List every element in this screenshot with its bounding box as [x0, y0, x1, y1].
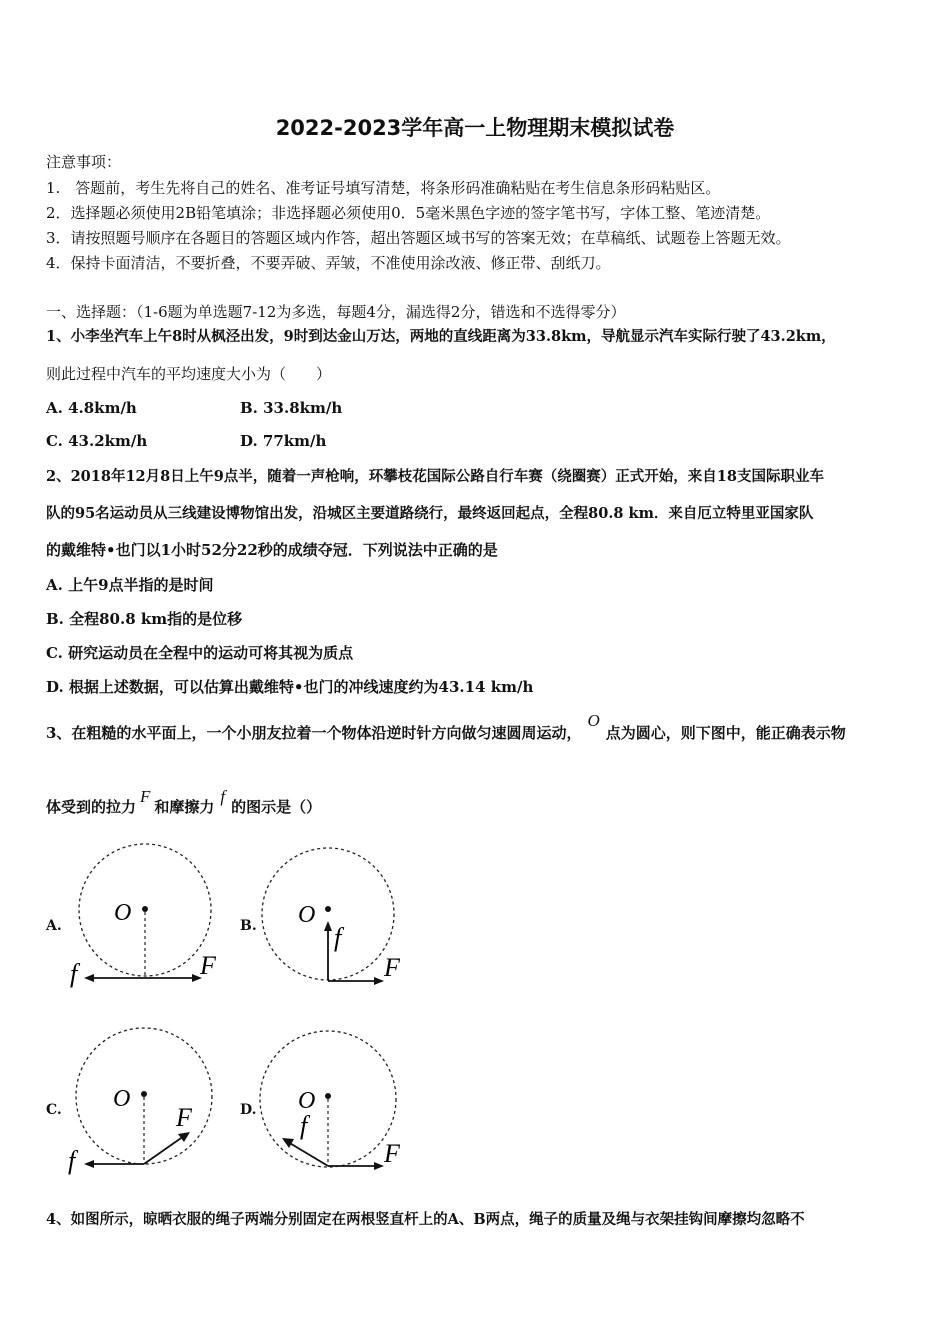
question-2-option-b[interactable]: B. 全程80.8 km指的是位移: [46, 610, 243, 628]
center-dot: [141, 1091, 147, 1097]
notice-item: 2．选择题必须使用2B铅笔填涂；非选择题必须使用0．5毫米黑色字迹的签字笔书写，字体工整、笔迹清楚。: [46, 204, 771, 222]
pull-arrowhead: [374, 1162, 384, 1170]
question-3-text-part: 3、在粗糙的水平面上，一个小朋友拉着一个物体沿逆时针方向做匀速圆周运动，: [46, 724, 582, 742]
friction-arrowhead: [84, 974, 94, 982]
figure-d-label[interactable]: D.: [240, 1102, 257, 1118]
question-2-text: 2、2018年12月8日上午9点半，随着一声枪响，环攀枝花国际公路自行车赛（绕圈赛）正式开始，来自18支国际职业车: [46, 468, 824, 485]
question-3-text-part: 的图示是（）: [231, 798, 322, 816]
section-heading: 一、选择题：（1-6题为单选题7-12为多选，每题4分，漏选得2分，错选和不选得零分）: [46, 303, 626, 321]
question-2-option-a[interactable]: A. 上午9点半指的是时间: [46, 576, 214, 594]
friction-label: f: [300, 1111, 308, 1140]
friction-arrowhead: [324, 921, 332, 931]
center-o-variable: O: [587, 711, 600, 730]
question-3-text-part: 点为圆心，则下图中，能正确表示物: [605, 724, 846, 742]
pull-force-variable: F: [140, 787, 151, 806]
question-1-option-a[interactable]: A. 4.8km/h: [46, 399, 137, 417]
pull-arrowhead: [374, 977, 384, 985]
figure-a-diagram: [60, 840, 240, 1000]
figure-c-label[interactable]: C.: [46, 1102, 62, 1118]
center-label: O: [113, 1086, 131, 1112]
figure-a-label[interactable]: A.: [46, 918, 62, 934]
notice-item: 4．保持卡面清洁，不要折叠，不要弄破、弄皱，不准使用涂改液、修正带、刮纸刀。: [46, 254, 611, 272]
notice-heading: 注意事项：: [46, 153, 122, 171]
friction-label: f: [68, 1146, 76, 1175]
pull-arrowhead: [178, 1132, 190, 1142]
center-label: O: [298, 902, 316, 928]
question-2-text: 队的95名运动员从三线建设博物馆出发，沿城区主要道路绕行，最终返回起点，全程80.8 km．来自厄立特里亚国家队: [46, 505, 814, 522]
center-dot: [325, 1093, 331, 1099]
friction-arrow: [288, 1142, 328, 1166]
question-1-option-c[interactable]: C. 43.2km/h: [46, 432, 148, 450]
question-3-text-part: 体受到的拉力: [46, 798, 137, 816]
pull-arrow: [144, 1136, 184, 1164]
notice-item: 1. 答题前，考生先将自己的姓名、准考证号填写清楚，将条形码准确粘贴在考生信息条形码粘贴区。: [46, 179, 721, 197]
friction-force-variable: f: [220, 787, 226, 806]
pull-label: F: [384, 1139, 400, 1168]
question-4-text: 4、如图所示，晾晒衣服的绳子两端分别固定在两根竖直杆上的A、B两点，绳子的质量及绳与衣架挂钩间摩擦均忽略不: [46, 1211, 805, 1228]
question-1-text: 1、小李坐汽车上午8时从枫泾出发，9时到达金山万达，两地的直线距离为33.8km，导航显示汽车实际行驶了43.2km，: [46, 328, 836, 345]
question-2-option-c[interactable]: C. 研究运动员在全程中的运动可将其视为质点: [46, 644, 354, 662]
center-label: O: [114, 900, 132, 926]
question-3-text-part: 和摩擦力: [154, 798, 215, 816]
question-3-text: [46, 711, 846, 743]
friction-arrowhead: [84, 1160, 94, 1168]
question-3-text: [46, 787, 322, 817]
pull-label: F: [384, 953, 400, 982]
figure-d-diagram: [258, 1022, 438, 1182]
center-label: O: [298, 1088, 316, 1114]
question-2-text: 的戴维特•也门以1小时52分22秒的成绩夺冠．下列说法中正确的是: [46, 541, 498, 559]
question-1-option-b[interactable]: B. 33.8km/h: [240, 399, 343, 417]
friction-label: f: [70, 959, 78, 988]
friction-arrowhead: [282, 1138, 294, 1148]
question-1-option-d[interactable]: D. 77km/h: [240, 432, 327, 450]
center-dot: [325, 906, 331, 912]
page-title: 2022-2023学年高一上物理期末模拟试卷: [275, 116, 675, 140]
figure-b-label[interactable]: B.: [240, 918, 257, 934]
friction-label: f: [334, 923, 342, 952]
question-2-option-d[interactable]: D. 根据上述数据，可以估算出戴维特•也门的冲线速度约为43.14 km/h: [46, 678, 534, 696]
center-dot: [142, 906, 148, 912]
figure-b-diagram: [258, 840, 438, 1000]
pull-label: F: [200, 951, 216, 980]
figure-c-diagram: [60, 1022, 240, 1182]
notice-item: 3．请按照题号顺序在各题目的答题区域内作答，超出答题区域书写的答案无效；在草稿纸、试题卷上答题无效。: [46, 229, 791, 247]
question-1-text: 则此过程中汽车的平均速度大小为（ ）: [46, 365, 332, 383]
pull-label: F: [176, 1103, 192, 1132]
